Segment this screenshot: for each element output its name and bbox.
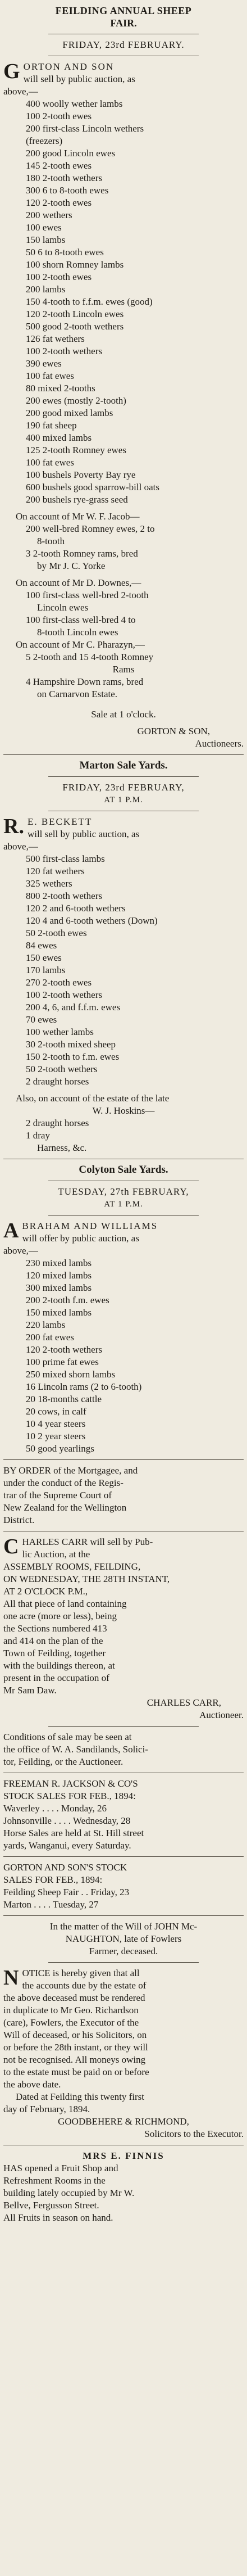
lot-item: 120 2-tooth ewes — [26, 197, 92, 208]
drop-cap: N — [3, 1966, 19, 1990]
conditions-text — [3, 1731, 244, 1768]
notice-line: and 414 on the plan of the — [3, 1635, 103, 1646]
lot-item: 100 bushels Poverty Bay rye — [26, 469, 136, 480]
account-line: 4 Hampshire Down rams, bred — [26, 676, 144, 687]
lot-item: 100 prime fat ewes — [26, 1357, 99, 1367]
lot-item: 100 2-tooth ewes — [26, 272, 92, 282]
lot-item: 100 wether lambs — [26, 1027, 94, 1037]
notice-line: New Zealand for the Wellington — [3, 1502, 127, 1513]
lot-item: 100 ewes — [26, 222, 62, 233]
notice-line: the above date. — [3, 2079, 61, 2090]
notice-line: ON WEDNESDAY, THE 28TH INSTANT, — [3, 1574, 170, 1584]
notice-line: or before the 28th instant, or they will — [3, 2042, 148, 2053]
lot-item: 200 good mixed lambs — [26, 408, 113, 418]
account-line: 100 first-class well-bred 4 to — [26, 614, 136, 625]
notice-line: NAUGHTON, late of Fowlers — [65, 1933, 182, 1944]
notice-intro — [3, 1967, 244, 2091]
dated-line: Dated at Feilding this twenty first — [16, 2091, 144, 2102]
account-line: 5 2-tooth and 15 4-tooth Romney — [26, 652, 154, 662]
notice-line: AT 2 O'CLOCK P.M., — [3, 1586, 88, 1597]
lot-list — [3, 853, 244, 1088]
lot-item: 80 mixed 2-tooths — [26, 383, 95, 394]
ad-title-cont: FAIR. — [110, 17, 137, 29]
lot-item: 84 ewes — [26, 940, 57, 951]
notice-line: OTICE is hereby given that all — [22, 1968, 140, 1978]
lot-item: 120 4 and 6-tooth wethers (Down) — [26, 915, 158, 926]
lot-item: 120 2-tooth wethers — [26, 1344, 102, 1355]
section-rule — [3, 754, 244, 755]
lot-item: 230 mixed lambs — [26, 1258, 92, 1268]
account-heading: On account of Mr C. Pharazyn,— — [16, 639, 145, 650]
marton-sale-ad — [3, 760, 244, 1154]
lot-item: 120 2-tooth Lincoln ewes — [26, 309, 124, 319]
lot-item: 50 2-tooth ewes — [26, 928, 87, 938]
account-line: 8-tooth — [37, 536, 65, 546]
signoff-name: GORTON & SON, — [137, 726, 210, 736]
sale-line: Feilding Sheep Fair . . Friday, 23 — [3, 1887, 130, 1897]
notice-line: Will of deceased, or his Solicitors, on — [3, 2030, 147, 2040]
lot-item: 100 2-tooth wethers — [26, 346, 102, 356]
colyton-sale-ad — [3, 1164, 244, 1455]
auctioneer-intro — [3, 816, 244, 840]
intro-line: ORTON AND SON — [23, 61, 115, 72]
lot-item: 150 4-tooth to f.f.m. ewes (good) — [26, 296, 153, 307]
auctioneer-intro — [3, 1220, 244, 1245]
intro-line: E. BECKETT — [27, 816, 93, 827]
lot-item: 180 2-tooth wethers — [26, 173, 102, 183]
lot-item: 100 fat ewes — [26, 370, 74, 381]
notice-heading: MRS E. FINNIS — [83, 2150, 164, 2161]
lot-item: 100 shorn Romney lambs — [26, 259, 124, 270]
lot-item: 150 ewes — [26, 952, 62, 963]
lot-item: 100 fat ewes — [26, 457, 74, 468]
drop-cap: A — [3, 1219, 19, 1242]
lot-item: 200 first-class Lincoln wethers — [26, 123, 144, 134]
mortgagee-notice — [3, 1465, 244, 1526]
lot-item: 300 6 to 8-tooth ewes — [26, 185, 109, 196]
sale-line: STOCK SALES FOR FEB., 1894: — [3, 1791, 136, 1801]
notice-line: HARLES CARR will sell by Pub- — [22, 1536, 153, 1547]
section-rule — [3, 1915, 244, 1916]
account-line: 8-tooth Lincoln ewes — [37, 627, 118, 638]
notice-line: Bellve, Fergusson Street. — [3, 2200, 99, 2211]
lot-item: 200 bushels rye-grass seed — [26, 494, 128, 505]
freeman-stock-sales-ad — [3, 1778, 244, 1852]
notice-body — [3, 1536, 244, 1697]
gorton-stock-sales-ad — [3, 1861, 244, 1911]
sale-line: Marton . . . . Tuesday, 27 — [3, 1899, 99, 1910]
lot-item: 200 2-tooth f.m. ewes — [26, 1295, 109, 1305]
lot-item: 120 fat wethers — [26, 866, 85, 876]
drop-cap: R. — [3, 815, 24, 838]
notice-line: ASSEMBLY ROOMS, FEILDING, — [3, 1561, 141, 1572]
lot-item: 500 first-class lambs — [26, 853, 105, 864]
intro-line: will sell by public auction, as — [23, 74, 135, 84]
finnis-notice — [3, 2150, 244, 2224]
lot-item: 390 ewes — [26, 358, 62, 369]
section-rule — [3, 1459, 244, 1460]
notice-line: the office of W. A. Sandilands, Solici- — [3, 1744, 148, 1755]
lot-item: 200 wethers — [26, 210, 72, 220]
notice-line: in duplicate to Mr Geo. Richardson — [3, 2005, 139, 2015]
account-line: 100 first-class well-bred 2-tooth — [26, 590, 149, 600]
account-line: 3 2-tooth Romney rams, bred — [26, 548, 138, 559]
account-line: on Carnarvon Estate. — [37, 689, 118, 699]
lot-item: 120 mixed lambs — [26, 1270, 92, 1281]
lot-item: 150 lambs — [26, 234, 66, 245]
notice-line: lic Auction, at the — [22, 1549, 90, 1560]
lot-item: 126 fat wethers — [26, 333, 85, 344]
notice-line: the accounts due by the estate of — [22, 1980, 147, 1991]
lot-item: 250 mixed shorn lambs — [26, 1369, 116, 1380]
lot-item: 50 good yearlings — [26, 1443, 94, 1454]
lot-item: 50 2-tooth wethers — [26, 1064, 98, 1074]
sale-time: AT 1 P.M. — [104, 796, 143, 805]
account-line: 2 draught horses — [26, 1118, 89, 1128]
intro-line: will sell by public auction, as — [27, 829, 140, 839]
sale-time: Sale at 1 o'clock. — [91, 709, 156, 720]
notice-line: Conditions of sale may be seen at — [3, 1732, 132, 1742]
lot-item: 20 18-months cattle — [26, 1394, 102, 1404]
lot-item: 10 2 year steers — [26, 1431, 86, 1441]
sale-line: yards, Wanganui, every Saturday. — [3, 1840, 131, 1851]
notice-line: with the buildings thereon, at — [3, 1660, 115, 1671]
notice-line: Farmer, deceased. — [89, 1946, 158, 1956]
lot-item: 200 ewes (mostly 2-tooth) — [26, 395, 126, 406]
lot-item: 50 6 to 8-tooth ewes — [26, 247, 104, 257]
lot-item: 200 fat ewes — [26, 1332, 74, 1343]
lot-item: 500 good 2-tooth wethers — [26, 321, 124, 332]
notice-line: All Fruits in season on hand. — [3, 2212, 113, 2223]
lot-item: 30 2-tooth mixed sheep — [26, 1039, 116, 1050]
account-heading: On account of Mr D. Downes,— — [16, 577, 141, 588]
ad-title: Colyton Sale Yards. — [79, 1164, 168, 1176]
drop-cap: C — [3, 1535, 19, 1558]
sale-line: Waverley . . . . Monday, 26 — [3, 1803, 107, 1814]
lot-item: 70 ewes — [26, 1014, 57, 1025]
sale-line: SALES FOR FEB., 1894: — [3, 1874, 103, 1885]
account-line: Rams — [112, 664, 135, 675]
notice-line: building lately occupied by Mr W. — [3, 2188, 135, 2198]
lot-item: 325 wethers — [26, 878, 72, 889]
lot-item: 600 bushels good sparrow-bill oats — [26, 482, 159, 492]
notice-line: under the conduct of the Regis- — [3, 1477, 124, 1488]
sale-date: TUESDAY, 27th FEBRUARY, — [58, 1186, 189, 1197]
divider — [48, 776, 199, 777]
ad-title: Marton Sale Yards. — [79, 760, 168, 771]
lot-item: 2 draught horses — [26, 1076, 89, 1087]
signoff-title: Auctioneer. — [199, 1710, 244, 1720]
notice-line: to the estate must be paid on or before — [3, 2067, 149, 2077]
lot-item: 300 mixed lambs — [26, 1282, 92, 1293]
lot-item: 270 2-tooth ewes — [26, 977, 92, 988]
notice-line: trar of the Supreme Court of — [3, 1490, 112, 1501]
notice-line: District. — [3, 1515, 35, 1525]
ad-title: FEILDING ANNUAL SHEEP — [55, 5, 192, 16]
signoff-title: Auctioneers. — [195, 738, 244, 749]
claims-notice — [3, 1967, 244, 2140]
notice-line: Mr Sam Daw. — [3, 1685, 57, 1696]
lot-item: 170 lambs — [26, 965, 66, 975]
notice-line: Refreshment Rooms in the — [3, 2175, 106, 2186]
intro-line: above,— — [3, 1245, 38, 1256]
lot-item: 200 good Lincoln ewes — [26, 148, 116, 159]
lot-item: 125 2-tooth Romney ewes — [26, 445, 126, 455]
notice-body — [3, 2162, 244, 2224]
dated-line: day of February, 1894. — [3, 2104, 90, 2114]
notice-line: the above deceased must be rendered — [3, 1992, 145, 2003]
notice-line: one acre (more or less), being — [3, 1611, 117, 1621]
notice-line: tor, Feilding, or the Auctioneer. — [3, 1756, 124, 1767]
auctioneer-intro — [3, 1536, 244, 1697]
section-rule — [3, 1856, 244, 1857]
sale-date: FRIDAY, 23rd FEBRUARY, — [62, 782, 185, 793]
sale-time: AT 1 P.M. — [104, 1200, 143, 1209]
lot-item: 120 2 and 6-tooth wethers — [26, 903, 126, 914]
account-line: Lincoln ewes — [37, 602, 89, 613]
lot-item: 20 cows, in calf — [26, 1406, 86, 1417]
notice-line: present in the occupation of — [3, 1673, 109, 1683]
drop-cap: G — [3, 60, 20, 83]
will-notice — [3, 1920, 244, 1958]
notice-line: In the matter of the Will of JOHN Mc- — [49, 1921, 198, 1932]
lot-item: 150 2-tooth to f.m. ewes — [26, 1051, 120, 1062]
sale-line: Johnsonville . . . . Wednesday, 28 — [3, 1815, 131, 1826]
sale-date: FRIDAY, 23rd FEBRUARY. — [62, 39, 185, 50]
lot-item: 400 mixed lambs — [26, 432, 92, 443]
account-line: Harness, &c. — [37, 1142, 87, 1153]
lot-item: 800 2-tooth wethers — [26, 891, 102, 901]
carr-auction-ad — [3, 1536, 244, 1768]
lot-list — [3, 1257, 244, 1455]
notice-line: BY ORDER of the Mortgagee, and — [3, 1465, 138, 1476]
account-line: W. J. Hoskins— — [92, 1105, 155, 1116]
lot-item: 10 4 year steers — [26, 1418, 86, 1429]
lot-item: 150 mixed lambs — [26, 1307, 92, 1318]
divider — [48, 1962, 199, 1963]
sale-line: Horse Sales are held at St. Hill street — [3, 1828, 144, 1838]
lot-list — [3, 98, 244, 506]
divider — [48, 1726, 199, 1727]
account-line: 1 dray — [26, 1130, 50, 1141]
advertisement-column — [3, 4, 244, 2224]
notice-line: HAS opened a Fruit Shop and — [3, 2163, 118, 2173]
notice-line: Town of Feilding, together — [3, 1648, 106, 1658]
feilding-sheep-fair-ad — [3, 4, 244, 750]
lot-item: 220 lambs — [26, 1319, 66, 1330]
notice-body — [3, 1967, 244, 2091]
lot-item: 145 2-tooth ewes — [26, 160, 92, 171]
lot-item: 200 4, 6, and f.f.m. ewes — [26, 1002, 121, 1013]
account-heading: On account of Mr W. F. Jacob— — [16, 511, 140, 522]
lot-item: 100 2-tooth wethers — [26, 989, 102, 1000]
signoff-name: GOODBEHERE & RICHMOND, — [58, 2116, 189, 2127]
lot-item: 16 Lincoln rams (2 to 6-tooth) — [26, 1381, 142, 1392]
notice-line: (care), Fowlers, the Executor of the — [3, 2017, 139, 2028]
signoff-title: Solicitors to the Executor. — [144, 2128, 244, 2139]
lot-item: 190 fat sheep — [26, 420, 77, 431]
intro-line: BRAHAM AND WILLIAMS — [22, 1221, 158, 1231]
notice-line: not be recognised. All moneys owing — [3, 2054, 146, 2065]
lot-item: 100 2-tooth ewes — [26, 111, 92, 121]
intro-line: will offer by public auction, as — [22, 1233, 139, 1244]
account-line: 200 well-bred Romney ewes, 2 to — [26, 523, 155, 534]
account-heading: Also, on account of the estate of the late — [16, 1093, 170, 1104]
notice-line: All that piece of land containing — [3, 1598, 127, 1609]
sale-line: FREEMAN R. JACKSON & CO'S — [3, 1778, 138, 1789]
lot-item: 200 lambs — [26, 284, 66, 295]
auctioneer-intro — [3, 61, 244, 85]
lot-item: 400 woolly wether lambs — [26, 98, 123, 109]
signoff-name: CHARLES CARR, — [147, 1697, 221, 1708]
sale-line: GORTON AND SON'S STOCK — [3, 1862, 127, 1873]
intro-line: above,— — [3, 841, 38, 852]
intro-line: above,— — [3, 86, 38, 97]
lot-item: (freezers) — [26, 135, 63, 146]
account-line: by Mr J. C. Yorke — [37, 561, 106, 571]
notice-line: the Sections numbered 413 — [3, 1623, 107, 1634]
